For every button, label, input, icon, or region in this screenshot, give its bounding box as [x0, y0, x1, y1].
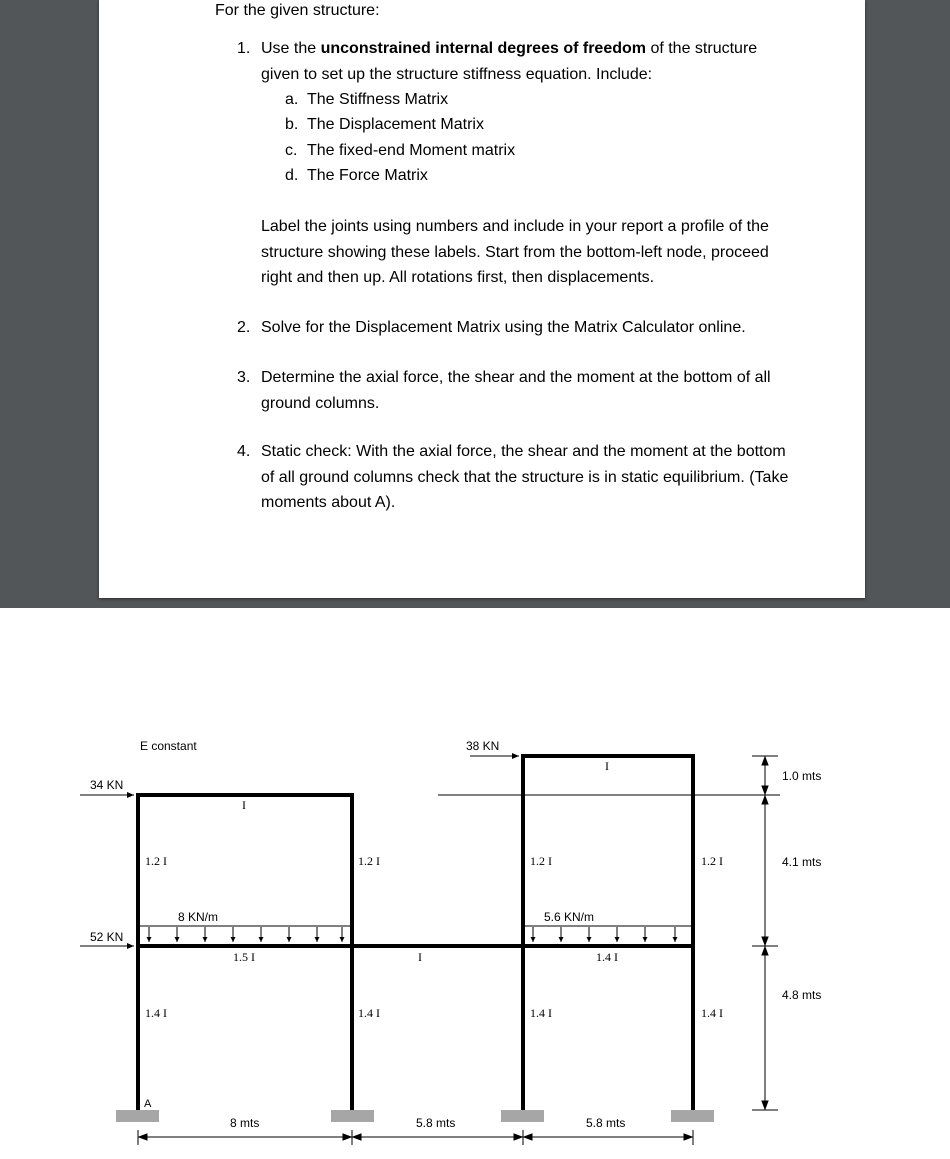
member-label-right-floor-beam: 1.4 I [596, 950, 618, 964]
member-label-right-top-beam: I [605, 759, 609, 773]
member-label-col1-lower: 1.4 I [145, 1006, 167, 1020]
sub-item-text: The Stiffness Matrix [307, 91, 449, 108]
support-4 [671, 1110, 714, 1122]
question-2-text: Solve for the Displacement Matrix using the Matrix Calculator online. [261, 319, 746, 336]
frame-members [136, 756, 695, 1110]
span-label-2: 5.8 mts [416, 1116, 456, 1130]
sub-item-c [285, 138, 515, 164]
udl-right [525, 926, 691, 942]
sub-item-d [285, 163, 428, 189]
sub-item-text: The Displacement Matrix [307, 116, 484, 133]
height-dimension [752, 756, 778, 1110]
load-52kn-label: 52 KN [90, 930, 124, 944]
frame-structure-diagram [0, 608, 950, 1159]
intro-text: For the given structure: [215, 2, 380, 19]
support-1 [116, 1110, 159, 1122]
label-instructions: Label the joints using numbers and include in your report a profile of the structure showing these labels. Start from the bottom-left node, proceed right and then up. All rotations first, then displacements. [261, 218, 769, 286]
height-label-1: 1.0 mts [782, 769, 822, 783]
question-4-text: Static check: With the axial force, the shear and the moment at the bottom of all ground columns check that the structure is in static equilibrium. (Take moments about A). [261, 443, 789, 511]
member-label-col2-lower: 1.4 I [358, 1006, 380, 1020]
height-label-2: 4.1 mts [782, 855, 822, 869]
question-3-text: Determine the axial force, the shear and the moment at the bottom of all ground columns. [261, 369, 771, 412]
udl-left [140, 926, 350, 942]
question-3-number: 3. [237, 369, 251, 386]
member-label-col2-upper: 1.2 I [358, 854, 380, 868]
udl-right-label: 5.6 KN/m [544, 910, 595, 924]
question-1 [237, 36, 797, 87]
udl-left-label: 8 KN/m [178, 910, 219, 924]
span-label-3: 5.8 mts [586, 1116, 626, 1130]
sub-item-text: The Force Matrix [307, 167, 428, 184]
question-1-text-post: of the structure given to set up the structure stiffness equation. Include: [261, 40, 758, 83]
sub-item-letter: a. [285, 91, 299, 108]
span-dimension [138, 1130, 693, 1145]
question-4-number: 4. [237, 443, 251, 460]
question-1-text [261, 36, 797, 87]
support-3 [501, 1110, 544, 1122]
question-3 [237, 365, 797, 416]
sub-item-text: The fixed-end Moment matrix [307, 142, 516, 159]
member-label-col4-upper: 1.2 I [701, 854, 723, 868]
member-label-col3-upper: 1.2 I [530, 854, 552, 868]
question-1-text-bold: unconstrained internal degrees of freedom [320, 40, 646, 57]
member-label-col1-upper: 1.2 I [145, 854, 167, 868]
e-constant-label: E constant [140, 739, 197, 753]
member-label-col4-lower: 1.4 I [701, 1006, 723, 1020]
sub-item-a [285, 87, 448, 113]
sub-item-letter: d. [285, 167, 299, 184]
support-a-label: A [144, 1098, 152, 1110]
load-38kn-label: 38 KN [466, 739, 500, 753]
member-label-middle-floor-beam: I [418, 950, 422, 964]
question-4 [237, 439, 797, 516]
member-label-left-floor-beam: 1.5 I [233, 950, 255, 964]
support-2 [331, 1110, 374, 1122]
question-2-number: 2. [237, 319, 251, 336]
sub-item-b [285, 112, 484, 138]
member-label-col3-lower: 1.4 I [530, 1006, 552, 1020]
question-2 [237, 315, 797, 341]
sub-item-letter: c. [285, 142, 298, 159]
document-page [99, 0, 865, 598]
span-label-1: 8 mts [230, 1116, 260, 1130]
question-1-text-pre: Use the [261, 40, 321, 57]
member-label-left-top-beam: I [242, 798, 246, 812]
sub-item-letter: b. [285, 116, 299, 133]
question-1-number: 1. [237, 40, 251, 57]
load-34kn-label: 34 KN [90, 778, 124, 792]
height-label-3: 4.8 mts [782, 988, 822, 1002]
